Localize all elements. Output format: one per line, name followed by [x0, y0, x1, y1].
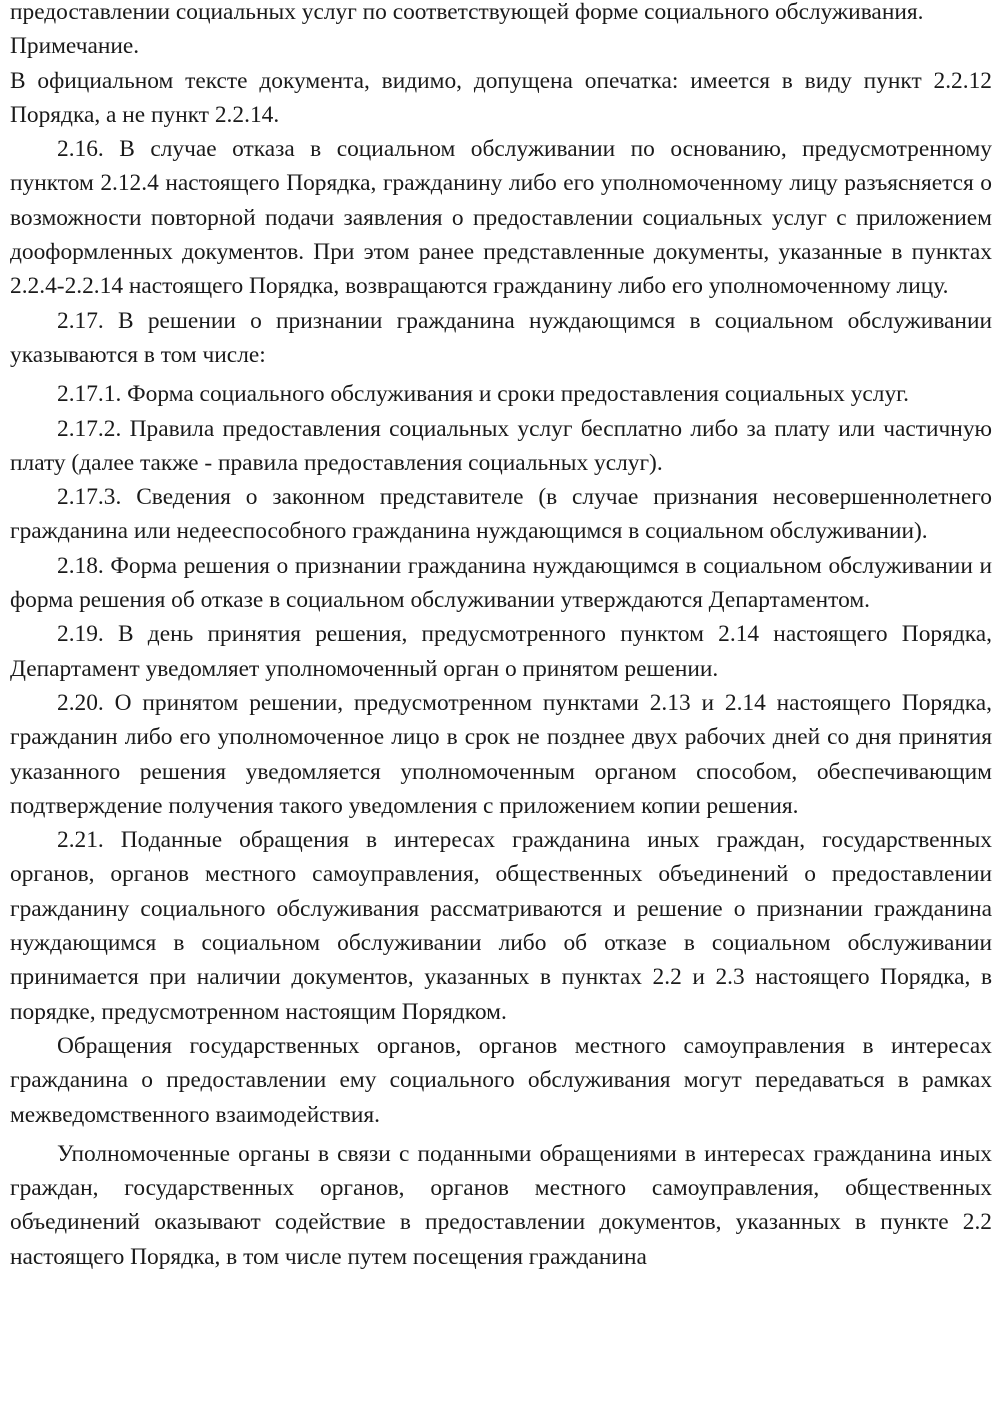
- paragraph-2-17-3: 2.17.3. Сведения о законном представителе (в случае признания несовершеннолетнего гражданина или недееспособного гражданина нуждающимся в социальном обслуживании).: [10, 484, 992, 545]
- paragraph-appeals: Обращения государственных органов, органов местного самоуправления в интересах гражданина о предоставлении ему социального обслуживания могут передаваться в рамках межведомственного взаимодействия.: [10, 1032, 992, 1128]
- paragraph-2-21: 2.21. Поданные обращения в интересах гражданина иных граждан, государственных органов, органов местного самоуправления, общественных объединений о предоставлении гражданину социального обслуживания рассматриваются и решение о признании гражданина нуждающимся в социальном обслуживании либо об отказе в социальном обслуживании принимается при наличии документов, указанных в пунктах 2.2 и 2.3 настоящего Порядка, в порядке, предусмотренном настоящим Порядком.: [10, 827, 992, 1025]
- paragraph-2-16: 2.16. В случае отказа в социальном обслуживании по основанию, предусмотренному пунктом 2.12.4 настоящего Порядка, гражданину либо его уполномоченному лицу разъясняется о возможности повторной подачи заявления о предоставлении социальных услуг с приложением дооформленных документов. При этом ранее представленные документы, указанные в пунктах 2.2.4-2.2.14 настоящего Порядка, возвращаются гражданину либо его уполномоченному лицу.: [10, 136, 992, 300]
- paragraph-2-17-2: 2.17.2. Правила предоставления социальных услуг бесплатно либо за плату или частичную плату (далее также - правила предоставления социальных услуг).: [10, 415, 992, 476]
- paragraph-continuation: предоставлении социальных услуг по соответствующей форме социального обслуживания.: [10, 0, 924, 25]
- note-text: В официальном тексте документа, видимо, допущена опечатка: имеется в виду пункт 2.2.12 Порядка, а не пункт 2.2.14.: [10, 67, 992, 128]
- document-body: [10, 0, 992, 1274]
- paragraph-2-18: 2.18. Форма решения о признании гражданина нуждающимся в социальном обслуживании и форма решения об отказе в социальном обслуживании утверждаются Департаментом.: [10, 552, 992, 614]
- paragraph-2-19: 2.19. В день принятия решения, предусмотренного пунктом 2.14 настоящего Порядка, Департамент уведомляет уполномоченный орган о принятом решении.: [10, 621, 992, 682]
- note-heading: Примечание.: [10, 33, 140, 60]
- paragraph-2-20: 2.20. О принятом решении, предусмотренном пунктами 2.13 и 2.14 настоящего Порядка, гражданин либо его уполномоченное лицо в срок не позднее двух рабочих дней со дня принятия указанного решения уведомляется уполномоченным органом способом, обеспечивающим подтверждение получения такого уведомления с приложением копии решения.: [10, 689, 992, 819]
- paragraph-2-17-1: 2.17.1. Форма социального обслуживания и сроки предоставления социальных услуг.: [57, 381, 909, 408]
- paragraph-authorized-bodies: Уполномоченные органы в связи с поданными обращениями в интересах гражданина иных граждан, государственных органов, органов местного самоуправления, общественных объединений оказывают содействие в предоставлении документов, указанных в пункте 2.2 настоящего Порядка, в том числе путем посещения гражданина: [10, 1140, 992, 1270]
- paragraph-2-17: 2.17. В решении о признании гражданина нуждающимся в социальном обслуживании указываются в том числе:: [10, 307, 992, 368]
